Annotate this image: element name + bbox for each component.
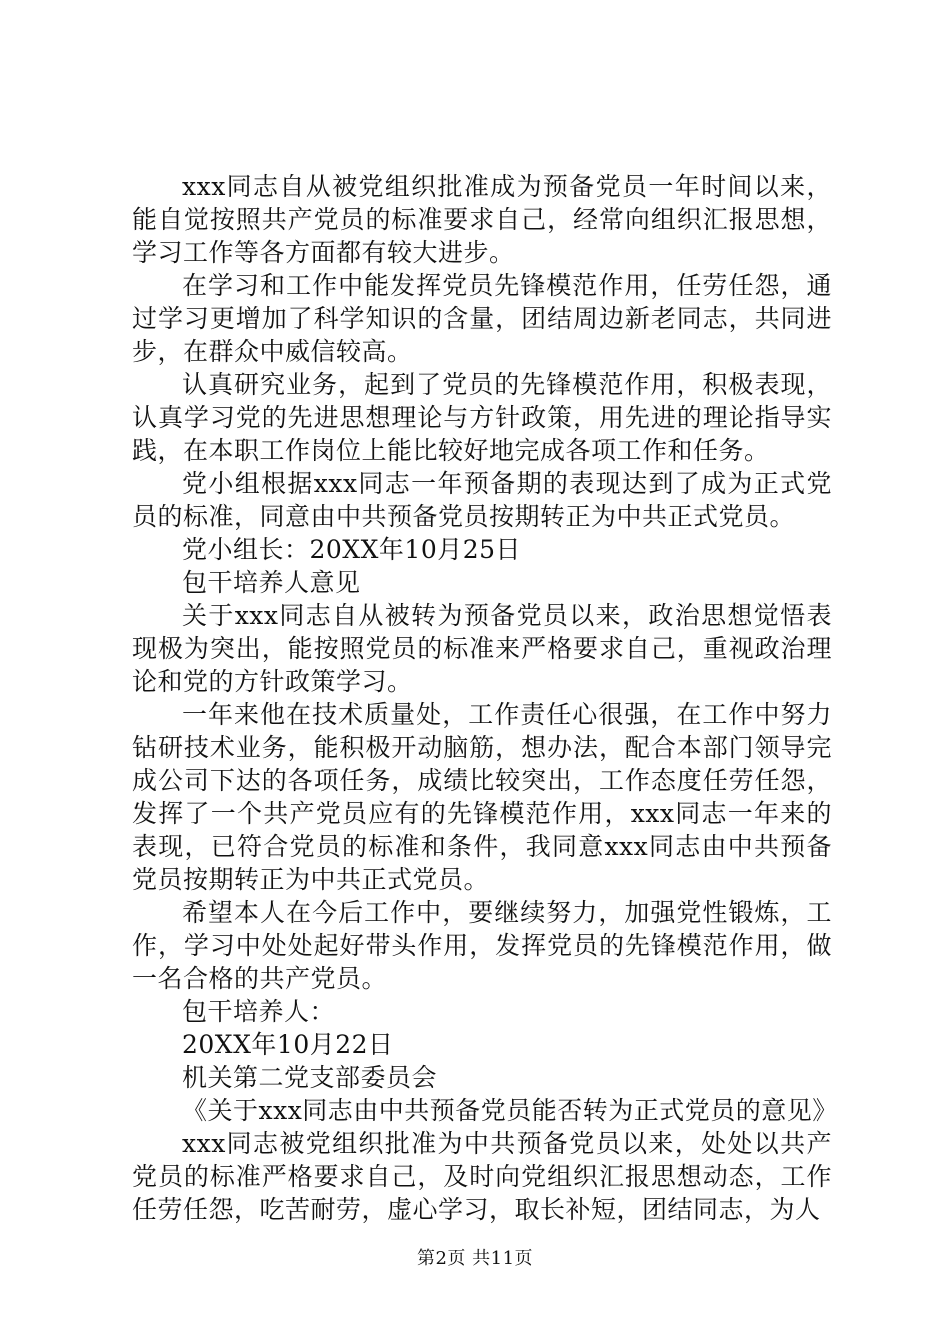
mentor-signature: 包干培养人： [182,997,336,1026]
paragraph-5: 关于xxx同志自从被转为预备党员以来，政治思想觉悟表现极为突出，能按照党员的标准来严格要求自己，重视政治理论和党的方针政策学习。 [132,601,832,696]
paragraph-3: 认真研究业务，起到了党员的先锋模范作用，积极表现，认真学习党的先进思想理论与方针政策，用先进的理论指导实践，在本职工作岗位上能比较好地完成各项工作和任务。 [132,370,832,465]
page-footer: 第2页 共11页 [416,1248,534,1269]
paragraph-1: xxx同志自从被党组织批准成为预备党员一年时间以来，能自觉按照共产党员的标准要求自己，经常向组织汇报思想，学习工作等各方面都有较大进步。 [132,172,832,267]
paragraph-6: 一年来他在技术质量处，工作责任心很强，在工作中努力钻研技术业务，能积极开动脑筋，想办法，配合本部门领导完成公司下达的各项任务，成绩比较突出，工作态度任劳任怨，发挥了一个共产党员应有的先锋模范作用，xxx同志一年来的表现，已符合党员的标准和条件，我同意xxx同志由中共预备党员按期转正为中共正式党员。 [132,700,832,894]
committee-name: 机关第二党支部委员会 [182,1063,438,1092]
paragraph-8: xxx同志被党组织批准为中共预备党员以来，处处以共产党员的标准严格要求自己，及时向党组织汇报思想动态，工作任劳任怨，吃苦耐劳，虚心学习，取长补短，团结同志，为人 [132,1129,832,1224]
mentor-date: 20XX年10月22日 [182,1030,394,1059]
document-body [132,170,838,1226]
paragraph-7: 希望本人在今后工作中，要继续努力，加强党性锻炼，工作，学习中处处起好带头作用，发挥党员的先锋模范作用，做一名合格的共产党员。 [132,898,832,993]
document-title: 《关于xxx同志由中共预备党员能否转为正式党员的意见》 [182,1096,838,1125]
paragraph-2: 在学习和工作中能发挥党员先锋模范作用，任劳任怨，通过学习更增加了科学知识的含量，团结周边新老同志，共同进步，在群众中威信较高。 [132,271,832,366]
paragraph-4: 党小组根据xxx同志一年预备期的表现达到了成为正式党员的标准，同意由中共预备党员按期转正为中共正式党员。 [132,469,832,531]
group-leader-signature: 党小组长：20XX年10月25日 [182,535,522,564]
section-heading-mentor-opinion: 包干培养人意见 [182,568,361,597]
